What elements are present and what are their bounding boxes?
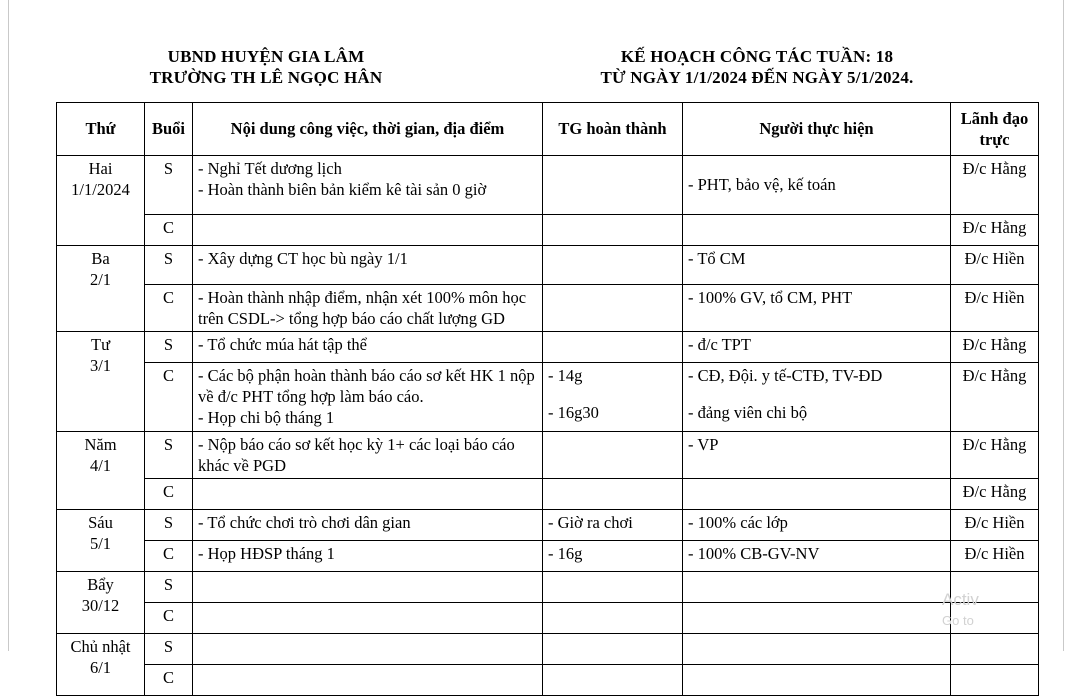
- cell-deadline: - 16g: [543, 540, 683, 571]
- cell-assignee: - đ/c TPT: [683, 332, 951, 363]
- deadline-line: - 16g30: [548, 403, 599, 423]
- cell-session: C: [145, 540, 193, 571]
- cell-assignee: [683, 215, 951, 246]
- table-row: [57, 540, 1039, 571]
- cell-leader: Đ/c Hằng: [951, 431, 1039, 478]
- assignee-spacer: [688, 386, 945, 402]
- cell-deadline: [543, 246, 683, 285]
- cell-deadline: [543, 602, 683, 633]
- cell-content: [193, 571, 543, 602]
- assignee-line: - PHT, bảo vệ, kế toán: [688, 175, 836, 194]
- table-row: [57, 285, 1039, 332]
- cell-content: - Tổ chức múa hát tập thể: [193, 332, 543, 363]
- cell-content: [193, 633, 543, 664]
- cell-deadline: [543, 571, 683, 602]
- cell-leader: [951, 571, 1039, 602]
- cell-session: S: [145, 431, 193, 478]
- content-line: trên CSDL-> tổng hợp báo cáo chất lượng GD: [198, 309, 505, 329]
- page-right-margin-rule: [1063, 0, 1064, 651]
- cell-deadline: [543, 664, 683, 695]
- day-date: 5/1: [89, 533, 112, 553]
- cell-session: C: [145, 363, 193, 431]
- cell-deadline: - Giờ ra chơi: [543, 509, 683, 540]
- table-row: [57, 633, 1039, 664]
- header-org-line1: UBND HUYỆN GIA LÂM: [167, 47, 365, 66]
- cell-day-friday: [57, 509, 145, 571]
- column-header-lanhdao-line1: Lãnh đạo: [960, 108, 1029, 128]
- column-header-lanhdao: [951, 103, 1039, 156]
- cell-day-saturday: [57, 571, 145, 633]
- day-name: Ba: [91, 249, 110, 268]
- header-title: [476, 46, 1038, 89]
- table-row: [57, 215, 1039, 246]
- cell-deadline: [543, 431, 683, 478]
- cell-content: [193, 664, 543, 695]
- assignee-spacer: [688, 158, 945, 174]
- content-line: - Hoàn thành nhập điểm, nhận xét 100% môn học: [198, 288, 527, 307]
- cell-deadline: [543, 156, 683, 215]
- cell-leader: Đ/c Hằng: [951, 478, 1039, 509]
- content-line: - Nộp báo cáo sơ kết học kỳ 1+ các loại báo cáo: [198, 434, 515, 454]
- header-organization: [56, 46, 476, 89]
- column-header-nguoi: Người thực hiện: [683, 103, 951, 156]
- cell-leader: Đ/c Hằng: [951, 332, 1039, 363]
- cell-deadline: [543, 478, 683, 509]
- day-date: 1/1/2024: [71, 180, 130, 200]
- day-name: Tư: [90, 335, 111, 355]
- table-row: [57, 571, 1039, 602]
- column-header-lanhdao-line2: trực: [979, 130, 1010, 149]
- cell-assignee: - 100% CB-GV-NV: [683, 540, 951, 571]
- cell-day-monday: [57, 156, 145, 246]
- document-header: [56, 46, 1038, 89]
- cell-content: - Họp HĐSP tháng 1: [193, 540, 543, 571]
- cell-deadline: [543, 285, 683, 332]
- day-name: Năm: [84, 434, 117, 454]
- cell-session: S: [145, 156, 193, 215]
- cell-day-thursday: [57, 431, 145, 509]
- cell-deadline: [543, 633, 683, 664]
- cell-content: [193, 431, 543, 478]
- watermark-line1: Activ: [942, 590, 979, 609]
- table-row: [57, 664, 1039, 695]
- content-line: về đ/c PHT tổng hợp làm báo cáo.: [198, 387, 424, 407]
- column-header-thu: Thứ: [57, 103, 145, 156]
- content-line: - Nghỉ Tết dương lịch: [198, 159, 342, 178]
- table-row: [57, 246, 1039, 285]
- table-row: [57, 602, 1039, 633]
- cell-content: [193, 285, 543, 332]
- column-header-buoi: Buổi: [145, 103, 193, 156]
- day-date: 30/12: [81, 595, 120, 615]
- cell-assignee: [683, 363, 951, 431]
- cell-leader: [951, 664, 1039, 695]
- column-header-noidung: Nội dung công việc, thời gian, địa điểm: [193, 103, 543, 156]
- day-date: 2/1: [89, 270, 112, 290]
- day-name: Hai: [88, 159, 113, 178]
- header-title-line2: TỪ NGÀY 1/1/2024 ĐẾN NGÀY 5/1/2024.: [600, 68, 914, 88]
- content-line: - Họp chi bộ tháng 1: [198, 408, 335, 428]
- day-name: Sáu: [88, 512, 113, 532]
- cell-leader: Đ/c Hiền: [951, 285, 1039, 332]
- table-row: [57, 363, 1039, 431]
- day-name: Bẩy: [87, 574, 114, 594]
- cell-deadline: [543, 363, 683, 431]
- cell-content: [193, 156, 543, 215]
- content-line: - Các bộ phận hoàn thành báo cáo sơ kết HK 1 nộp: [198, 366, 535, 386]
- header-org-line2: TRƯỜNG TH LÊ NGỌC HÂN: [149, 68, 383, 88]
- cell-leader: Đ/c Hiền: [951, 509, 1039, 540]
- cell-assignee: [683, 664, 951, 695]
- table-row: [57, 478, 1039, 509]
- content-line: khác về PGD: [198, 455, 286, 475]
- header-title-line1: KẾ HOẠCH CÔNG TÁC TUẦN: 18: [620, 47, 894, 66]
- cell-assignee: [683, 478, 951, 509]
- deadline-spacer: [548, 386, 677, 402]
- cell-leader: [951, 633, 1039, 664]
- cell-session: S: [145, 332, 193, 363]
- cell-leader: [951, 602, 1039, 633]
- cell-session: S: [145, 571, 193, 602]
- cell-assignee: [683, 156, 951, 215]
- watermark-line2: Go to: [942, 612, 974, 628]
- day-date: 4/1: [89, 455, 112, 475]
- cell-leader: Đ/c Hằng: [951, 156, 1039, 215]
- cell-assignee: [683, 633, 951, 664]
- deadline-line: - 14g: [548, 366, 583, 386]
- table-header-row: [57, 103, 1039, 156]
- cell-leader: Đ/c Hằng: [951, 215, 1039, 246]
- cell-leader: Đ/c Hiền: [951, 246, 1039, 285]
- cell-session: C: [145, 215, 193, 246]
- cell-day-tuesday: [57, 246, 145, 332]
- cell-content: [193, 215, 543, 246]
- cell-session: C: [145, 285, 193, 332]
- weekly-plan-table: [56, 102, 1039, 696]
- cell-assignee: [683, 602, 951, 633]
- cell-assignee: [683, 571, 951, 602]
- cell-day-wednesday: [57, 332, 145, 431]
- day-date: 3/1: [89, 356, 112, 376]
- page-left-margin-rule: [8, 0, 9, 651]
- cell-deadline: [543, 332, 683, 363]
- cell-assignee: - VP: [683, 431, 951, 478]
- cell-assignee: - 100% GV, tổ CM, PHT: [683, 285, 951, 332]
- table-row: [57, 509, 1039, 540]
- cell-content: [193, 602, 543, 633]
- cell-session: C: [145, 478, 193, 509]
- table-row: [57, 332, 1039, 363]
- cell-session: C: [145, 602, 193, 633]
- cell-assignee: - 100% các lớp: [683, 509, 951, 540]
- cell-session: C: [145, 664, 193, 695]
- cell-session: S: [145, 509, 193, 540]
- table-row: [57, 156, 1039, 215]
- cell-session: S: [145, 246, 193, 285]
- content-line: - Hoàn thành biên bản kiểm kê tài sản 0 giờ: [198, 180, 487, 200]
- cell-session: S: [145, 633, 193, 664]
- table-row: [57, 431, 1039, 478]
- cell-content: - Tổ chức chơi trò chơi dân gian: [193, 509, 543, 540]
- cell-leader: Đ/c Hiền: [951, 540, 1039, 571]
- cell-content: - Xây dựng CT học bù ngày 1/1: [193, 246, 543, 285]
- day-date: 6/1: [89, 657, 112, 677]
- cell-day-sunday: [57, 633, 145, 695]
- column-header-tg: TG hoàn thành: [543, 103, 683, 156]
- cell-content: [193, 363, 543, 431]
- cell-deadline: [543, 215, 683, 246]
- assignee-line: - CĐ, Đội. y tế-CTĐ, TV-ĐD: [688, 366, 883, 386]
- cell-assignee: - Tổ CM: [683, 246, 951, 285]
- cell-content: [193, 478, 543, 509]
- day-name: Chủ nhật: [70, 636, 131, 656]
- cell-leader: Đ/c Hằng: [951, 363, 1039, 431]
- assignee-line: - đảng viên chi bộ: [688, 403, 808, 423]
